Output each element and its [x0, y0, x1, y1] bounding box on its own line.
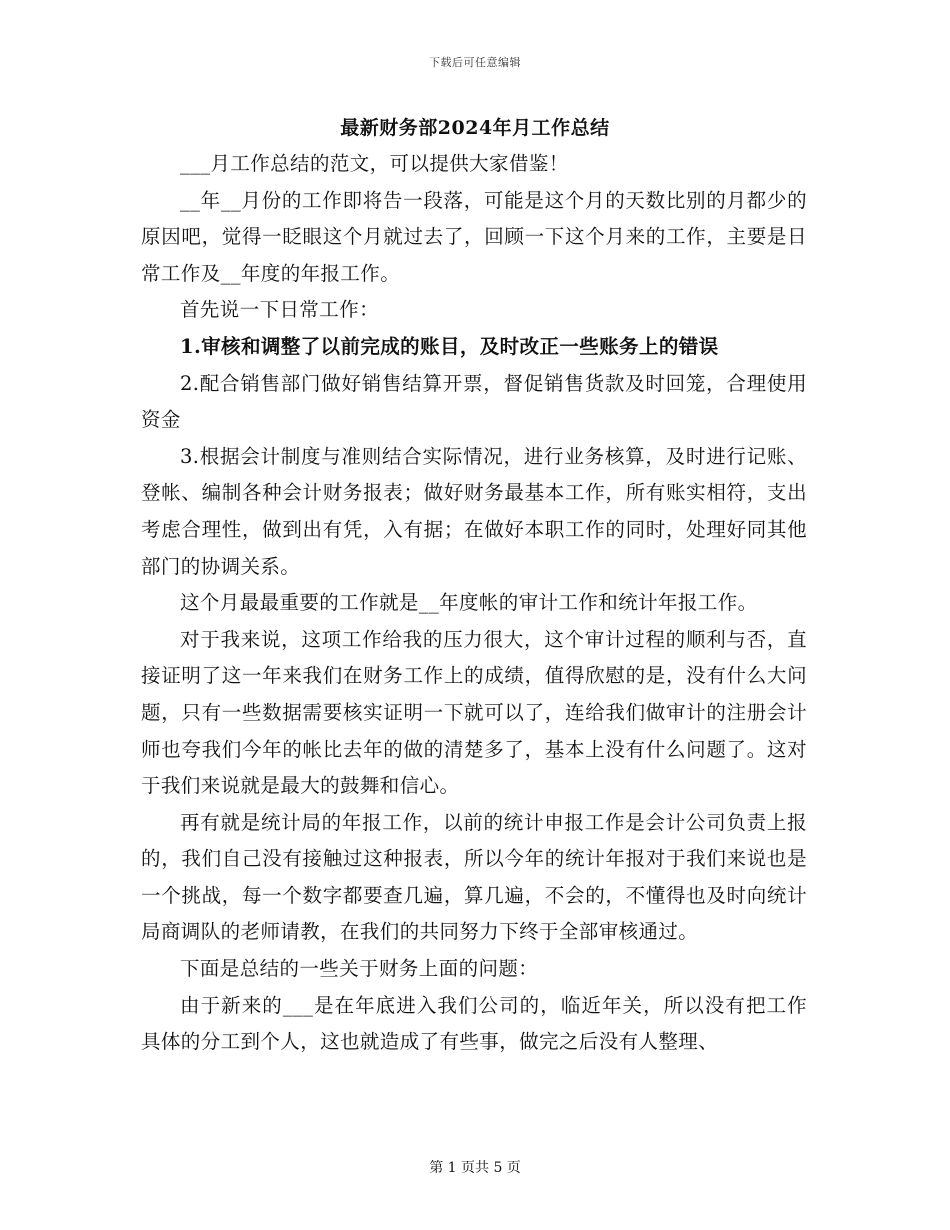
paragraph-item-1: 1.审核和调整了以前完成的账目，及时改正一些账务上的错误 — [180, 334, 719, 358]
paragraph-intro: ___月工作总结的范文，可以提供大家借鉴！ — [180, 152, 569, 175]
paragraph: 再有就是统计局的年报工作，以前的统计申报工作是会计公司负责上报的，我们自己没有接触过这种报表，所以今年的统计年报对于我们来说也是一个挑战，每一个数字都要查几遍，算几遍，不会的，不懂得也及时向统计局商调队的老师请教，在我们的共同努力下终于全部审核通过。 — [141, 810, 807, 944]
paragraph-item-2: 2.配合销售部门做好销售结算开票，督促销售货款及时回笼，合理使用资金 — [141, 371, 807, 432]
paragraph-item-3: 3.根据会计制度与准则结合实际情况，进行业务核算，及时进行记账、登帐、编制各种会计财务报表；做好财务最基本工作，所有账实相符，支出考虑合理性，做到出有凭，入有据；在做好本职工作的同时，处理好同其他部门的协调关系。 — [141, 444, 807, 578]
header-note: 下载后可任意编辑 — [429, 56, 521, 69]
paragraph: 首先说一下日常工作： — [180, 298, 380, 322]
paragraph: 下面是总结的一些关于财务上面的问题： — [180, 957, 539, 981]
paragraph: __年__月份的工作即将告一段落，可能是这个月的天数比别的月都少的原因吧，觉得一眨眼这个月就过去了，回顾一下这个月来的工作，主要是日常工作及__年度的年报工作。 — [141, 188, 807, 285]
page-number: 第 1 页共 5 页 — [429, 1160, 521, 1176]
paragraph: 由于新来的___是在年底进入我们公司的，临近年关，所以没有把工作具体的分工到个人，这也就造成了有些事，做完之后没有人整理、 — [141, 993, 807, 1054]
document-body — [141, 146, 807, 1061]
paragraph: 这个月最最重要的工作就是__年度帐的审计工作和统计年报工作。 — [180, 591, 758, 615]
document-title: 最新财务部2024年月工作总结 — [340, 117, 610, 139]
paragraph: 对于我来说，这项工作给我的压力很大，这个审计过程的顺利与否，直接证明了这一年来我们在财务工作上的成绩，值得欣慰的是，没有什么大问题，只有一些数据需要核实证明一下就可以了，连给我们做审计的注册会计师也夸我们今年的帐比去年的做的清楚多了，基本上没有什么问题了。这对于我们来说就是最大的鼓舞和信心。 — [141, 627, 807, 798]
